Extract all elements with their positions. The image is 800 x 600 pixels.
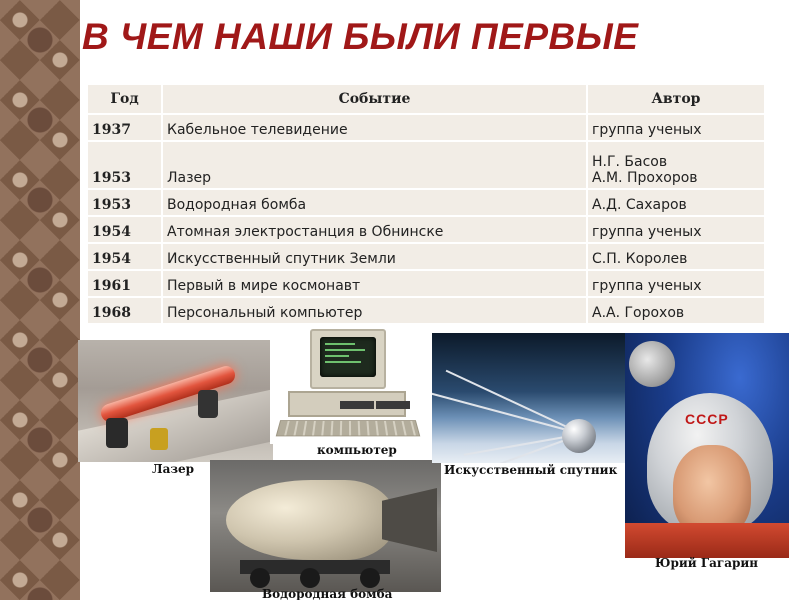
computer-caption: компьютер	[317, 443, 397, 457]
gagarin-caption: Юрий Гагарин	[655, 556, 759, 570]
decorative-border	[0, 0, 80, 600]
row-year: 1937	[88, 115, 161, 140]
bomb-caption: Водородная бомба	[262, 587, 393, 600]
row-event: Первый в мире космонавт	[161, 271, 586, 296]
row-author: группа ученых	[586, 217, 764, 242]
row-author: А.Д. Сахаров	[586, 190, 764, 215]
row-year: 1953	[88, 142, 161, 188]
table-row	[88, 298, 764, 323]
row-author: группа ученых	[586, 271, 764, 296]
computer-photo	[270, 327, 433, 444]
slide-title: В ЧЕМ НАШИ БЫЛИ ПЕРВЫЕ	[82, 16, 639, 57]
row-year: 1953	[88, 190, 161, 215]
row-event: Искусственный спутник Земли	[161, 244, 586, 269]
row-year: 1954	[88, 244, 161, 269]
table-row	[88, 217, 764, 242]
row-event: Кабельное телевидение	[161, 115, 586, 140]
row-event: Атомная электростанция в Обнинске	[161, 217, 586, 242]
events-table	[88, 83, 764, 325]
row-event: Водородная бомба	[161, 190, 586, 215]
row-event: Персональный компьютер	[161, 298, 586, 323]
table-header-row	[88, 85, 764, 113]
laser-photo	[78, 340, 273, 462]
header-event: Событие	[161, 85, 586, 113]
header-author: Автор	[586, 85, 764, 113]
row-year: 1961	[88, 271, 161, 296]
row-author: А.А. Горохов	[586, 298, 764, 323]
row-author: группа ученых	[586, 115, 764, 140]
hydrogen-bomb-photo	[210, 460, 441, 592]
row-author: С.П. Королев	[586, 244, 764, 269]
row-event: Лазер	[161, 142, 586, 188]
satellite-photo	[432, 333, 625, 463]
table-row	[88, 244, 764, 269]
table-row	[88, 271, 764, 296]
row-year: 1954	[88, 217, 161, 242]
satellite-caption: Искусственный спутник	[444, 463, 618, 477]
helmet-lettering: СССР	[685, 411, 729, 427]
laser-caption: Лазер	[152, 462, 195, 476]
table-row	[88, 190, 764, 215]
table-row	[88, 142, 764, 188]
row-year: 1968	[88, 298, 161, 323]
row-author: Н.Г. Басов А.М. Прохоров	[586, 142, 764, 188]
gagarin-portrait	[625, 333, 789, 558]
table-row	[88, 115, 764, 140]
header-year: Год	[88, 85, 161, 113]
